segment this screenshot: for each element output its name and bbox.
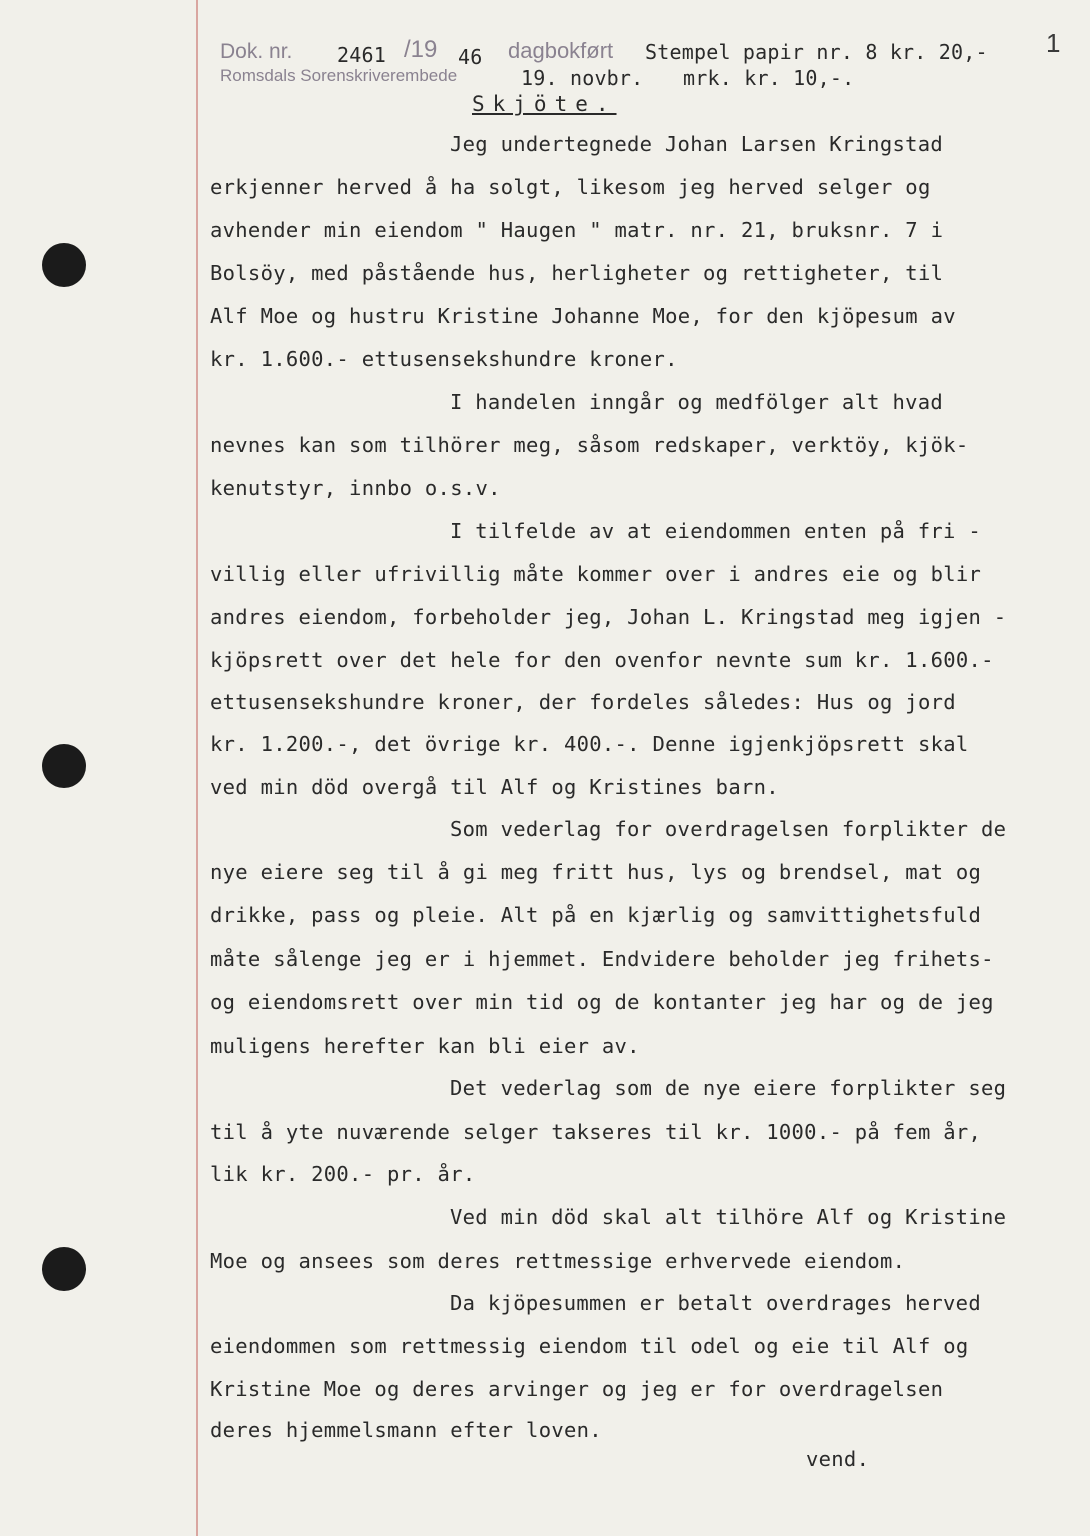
body-line: Som vederlag for overdragelsen forplikter de — [450, 817, 1007, 841]
body-line: Da kjöpesummen er betalt overdrages herved — [450, 1291, 981, 1315]
body-line: ved min död overgå til Alf og Kristines barn. — [210, 775, 779, 799]
punch-hole-middle — [42, 744, 86, 788]
body-line: I handelen inngår og medfölger alt hvad — [450, 390, 944, 414]
body-line: kr. 1.200.-, det övrige kr. 400.-. Denne igjenkjöpsrett skal — [210, 732, 969, 756]
body-line: I tilfelde av at eiendommen enten på fri - — [450, 519, 981, 543]
body-line: Moe og ansees som deres rettmessige erhvervede eiendom. — [210, 1249, 906, 1273]
body-line: nye eiere seg til å gi meg fritt hus, lys og brendsel, mat og — [210, 860, 982, 884]
stempel-line-1: Stempel papir nr. 8 kr. 20,- — [645, 40, 988, 64]
body-line: Bolsöy, med påstående hus, herligheter og rettigheter, til — [210, 261, 944, 285]
footer-vend: vend. — [806, 1447, 870, 1471]
body-line: kr. 1.600.- ettusensekshundre kroner. — [210, 347, 678, 371]
margin-rule — [196, 0, 198, 1536]
stamp-dok-label: Dok. nr. — [220, 40, 293, 63]
body-line: måte sålenge jeg er i hjemmet. Endvidere beholder jeg frihets- — [210, 947, 994, 971]
date: 19. novbr. — [521, 66, 644, 90]
body-line: Alf Moe og hustru Kristine Johanne Moe, for den kjöpesum av — [210, 304, 956, 328]
body-line: Ved min död skal alt tilhöre Alf og Kristine — [450, 1205, 1007, 1229]
body-line: kjöpsrett over det hele for den ovenfor nevnte sum kr. 1.600.- — [210, 648, 994, 672]
body-line: nevnes kan som tilhörer meg, såsom redskaper, verktöy, kjök- — [210, 433, 969, 457]
body-line: muligens herefter kan bli eier av. — [210, 1034, 640, 1058]
body-line: erkjenner herved å ha solgt, likesom jeg herved selger og — [210, 175, 931, 199]
corner-mark: 1 — [1046, 28, 1061, 58]
punch-hole-bottom — [42, 1247, 86, 1291]
body-line: andres eiendom, forbeholder jeg, Johan L. Kringstad meg igjen - — [210, 605, 1007, 629]
stamp-dagbokfort: dagbokført — [508, 38, 614, 63]
body-line: Kristine Moe og deres arvinger og jeg er for overdragelsen — [210, 1377, 944, 1401]
doc-year: 46 — [458, 45, 483, 69]
body-line: eiendommen som rettmessig eiendom til odel og eie til Alf og — [210, 1334, 969, 1358]
stempel-line-2: mrk. kr. 10,-. — [683, 66, 855, 90]
body-line: og eiendomsrett over min tid og de kontanter jeg har og de jeg — [210, 990, 994, 1014]
body-line: drikke, pass og pleie. Alt på en kjærlig og samvittighetsfuld — [210, 903, 982, 927]
body-line: Det vederlag som de nye eiere forplikter seg — [450, 1076, 1007, 1100]
punch-hole-top — [42, 243, 86, 287]
body-line: avhender min eiendom " Haugen " matr. nr. 21, bruksnr. 7 i — [210, 218, 944, 242]
body-line: Jeg undertegnede Johan Larsen Kringstad — [450, 132, 944, 156]
stamp-office: Romsdals Sorenskriverembede — [220, 66, 458, 85]
body-line: villig eller ufrivillig måte kommer over i andres eie og blir — [210, 562, 982, 586]
body-line: lik kr. 200.- pr. år. — [210, 1162, 476, 1186]
body-line: til å yte nuværende selger takseres til kr. 1000.- på fem år, — [210, 1120, 982, 1144]
doc-number: 2461 — [337, 43, 386, 67]
body-line: kenutstyr, innbo o.s.v. — [210, 476, 501, 500]
document-title: Skjöte. — [472, 92, 617, 116]
body-line: deres hjemmelsmann efter loven. — [210, 1418, 602, 1442]
body-line: ettusensekshundre kroner, der fordeles således: Hus og jord — [210, 690, 956, 714]
stamp-slash-year: /19 — [404, 36, 438, 63]
